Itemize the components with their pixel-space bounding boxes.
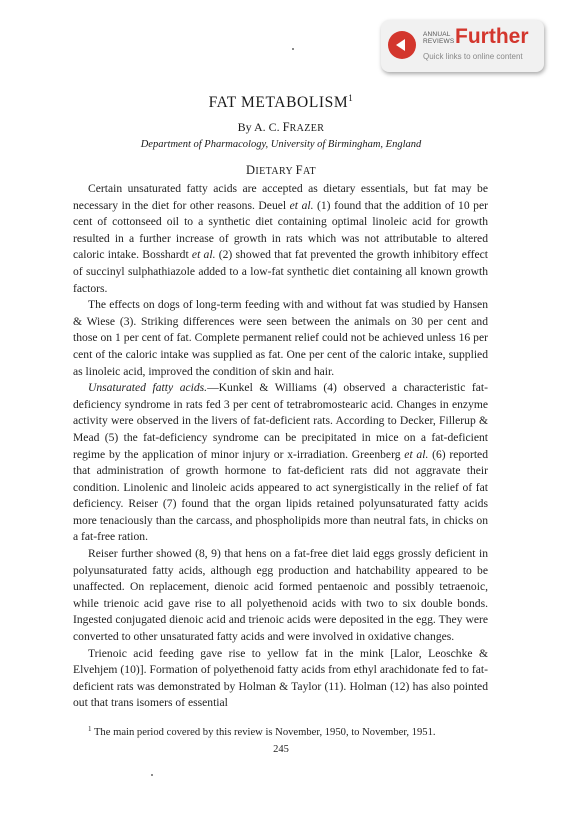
- author-surname-initial: F: [282, 120, 290, 134]
- footnote-mark: 1: [88, 725, 92, 733]
- badge-reviews-label: REVIEWS: [423, 38, 455, 45]
- subsection-heading: Unsaturated fatty acids.: [88, 381, 208, 395]
- badge-tagline: Quick links to online content: [423, 52, 523, 61]
- author-affiliation: [0, 139, 562, 150]
- affiliation-university: University of Birmingham, England: [270, 139, 422, 150]
- author-byline: [0, 120, 562, 135]
- back-arrow-icon: [388, 31, 416, 59]
- badge-further-label: Further: [455, 25, 529, 48]
- paragraph-4: Reiser further showed (8, 9) that hens on a fat-free diet laid eggs grossly deficient in polyunsaturated fatty acids, although egg production and hatchability appeared to be unaffected. On replacement, dienoic acid formed pentaenoic and possibly tetraenoic, while trienoic acid gave rise to all polyethenoid acids with two to six double bonds. Ingested conjugated dienoic acid and trienoic acids were deposited in the egg. They were converted to other unsaturated fatty acids and were involved in oxidative changes.: [73, 547, 488, 644]
- article-body: [73, 181, 488, 712]
- badge-annual-label: ANNUAL: [423, 31, 451, 38]
- footnote-text: The main period covered by this review is November, 1950, to November, 1951.: [91, 727, 436, 738]
- paragraph-2: The effects on dogs of long-term feeding with and without fat was studied by Hansen & Wiese (3). Striking differences were seen between the animals on 30 per cent and those on 1 per cent of fat. Complete permanent relief could not be achieved unless 16 per cent of the caloric intake was supplied as fat. One per cent of the caloric intake, supplied as linoleic acid, improved the condition of skin and hair.: [73, 298, 488, 378]
- annual-reviews-further-badge[interactable]: [381, 20, 544, 72]
- author-surname-rest: RAZER: [289, 123, 325, 134]
- paragraph-3: Unsaturated fatty acids.—Kunkel & Williams (4) observed a characteristic fat-deficiency syndrome in rats fed 3 per cent of tetrabromostearic acid. Changes in enzyme activity were observed in the livers of fat-deficient rats. According to Decker, Fillerup & Mead (5) the fat-deficiency syndrome can be precipitated in mice on a fat-deficient regime by the application of minor injury or x-irradiation. Greenberg et al. (6) reported that administration of growth hormone to fat-deficient rats did not aggravate their condition. Linolenic and linoleic acids appeared to act synergistically in the relief of fat deficiency. Reiser (7) found that the organ lipids retained polyunsaturated fatty acids more tenaciously than the carcass, and phospholipids more than neutral fats, in chicks on a fat-free ration.: [73, 381, 489, 544]
- author-initials: A. C.: [253, 120, 280, 134]
- title-footnote-mark: 1: [348, 93, 354, 103]
- page-number: 245: [273, 744, 289, 755]
- footnote: [73, 722, 488, 740]
- paragraph-5: Trienoic acid feeding gave rise to yellow fat in the mink [Lalor, Leoschke & Elvehjem (10)]. Formation of polyethenoid fatty acids from ethyl arachidonate fed to fat-deficient rats was demonstrated by Holman & Taylor (11). Holman (12) has also pointed out that trans isomers of essential: [73, 646, 488, 710]
- scan-speck: [292, 48, 294, 50]
- article-title: FAT METABOLISM$^1$: [208, 93, 354, 111]
- byline-prefix: By: [237, 120, 252, 134]
- section-heading: DIETARY FAT: [245, 163, 317, 177]
- affiliation-department: Department of Pharmacology,: [140, 139, 271, 150]
- scan-speck: [151, 774, 153, 776]
- paragraph-1: Certain unsaturated fatty acids are accepted as dietary essentials, but fat may be necessary in the diet for other reasons. Deuel et al. (1) found that the addition of 10 per cent of cottonseed oil to a synthetic diet containing optimal linoleic acid for growth resulted in a further increase of growth in rats which was not attributable to altered caloric intake. Bosshardt et al. (2) showed that fat prevented the growth inhibitory effect of succinyl sulphathiazole added to a low-fat synthetic diet containing all known growth factors.: [73, 182, 488, 295]
